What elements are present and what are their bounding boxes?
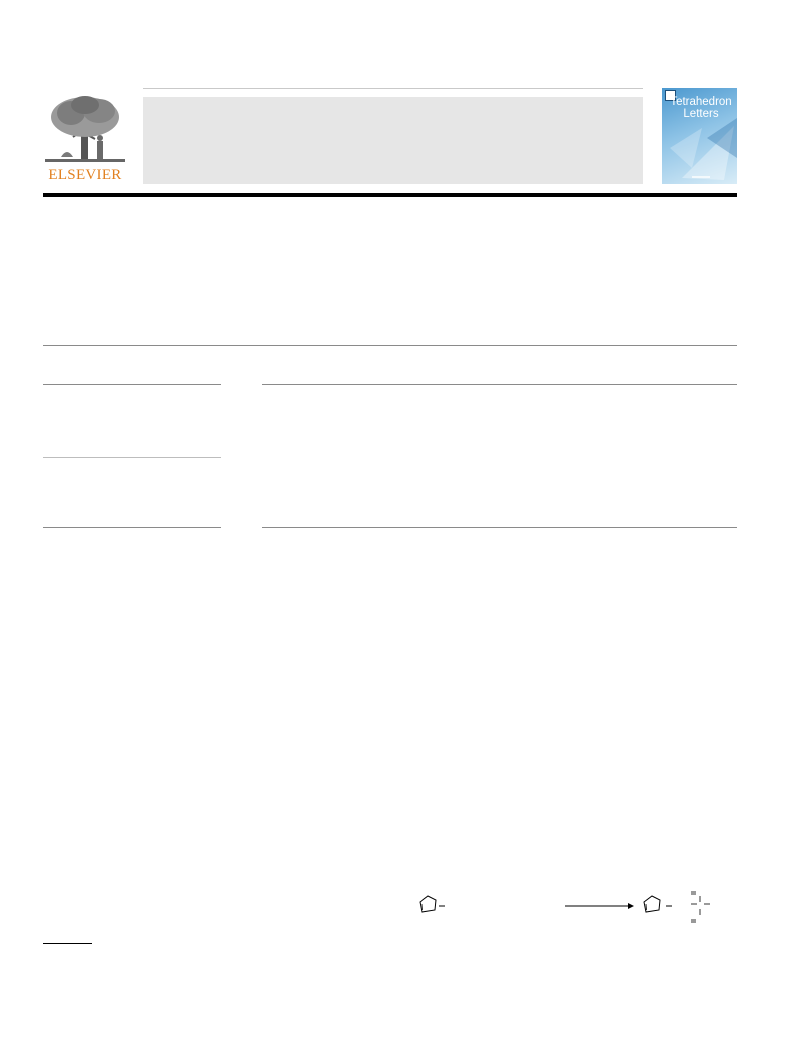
elsevier-tree-icon (43, 95, 127, 167)
header-thick-rule (43, 193, 737, 197)
article-info-divider-rule (43, 457, 221, 458)
publisher-wordmark: ELSEVIER (48, 167, 122, 183)
abstract-top-rule (262, 384, 737, 385)
journal-cover (662, 88, 737, 184)
article-info-bottom-rule (43, 527, 221, 528)
abstract-bottom-rule (262, 527, 737, 528)
article-info-top-rule (43, 384, 221, 385)
reaction-scheme (410, 882, 730, 932)
title-block-bottom-rule (43, 345, 737, 346)
elsevier-logo (43, 95, 127, 185)
reaction-scheme-graphic (410, 882, 730, 932)
cover-triangles-icon (662, 88, 737, 184)
header-top-rule (143, 88, 643, 89)
footnote-rule (43, 943, 92, 944)
journal-banner (143, 97, 643, 184)
cover-title: Tetrahedron Letters (670, 96, 732, 120)
